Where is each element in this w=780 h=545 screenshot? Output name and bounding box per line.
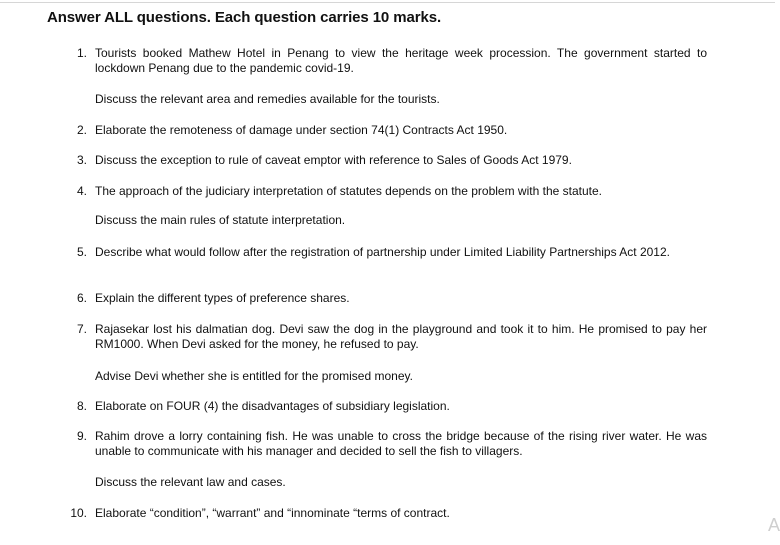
question-2 — [76, 123, 707, 138]
question-number: 8. — [76, 399, 87, 413]
question-4-sub: Discuss the main rules of statute interpretation. — [95, 213, 346, 227]
question-5 — [76, 245, 707, 260]
question-4 — [76, 184, 707, 199]
question-number: 4. — [76, 184, 87, 198]
question-text: Elaborate on FOUR (4) the disadvantages of subsidiary legislation. — [95, 399, 450, 413]
question-9 — [76, 429, 707, 459]
question-3 — [76, 153, 707, 168]
question-1 — [76, 46, 707, 76]
question-text: Rajasekar lost his dalmatian dog. Devi saw the dog in the playground and took it to him. He promised to pay her RM1000. When Devi asked for the money, he refused to pay. — [95, 322, 707, 351]
question-6 — [76, 291, 707, 306]
question-text: Describe what would follow after the registration of partnership under Limited Liability Partnerships Act 2012. — [95, 245, 670, 259]
question-text: Discuss the exception to rule of caveat emptor with reference to Sales of Goods Act 1979. — [95, 153, 572, 167]
question-text: Elaborate the remoteness of damage under section 74(1) Contracts Act 1950. — [95, 123, 508, 137]
question-number: 10. — [70, 506, 87, 520]
question-number: 2. — [76, 123, 87, 137]
top-border — [0, 2, 775, 3]
question-1-sub: Discuss the relevant area and remedies available for the tourists. — [95, 92, 440, 106]
question-8 — [76, 399, 707, 414]
question-text: The approach of the judiciary interpretation of statutes depends on the problem with the statute. — [95, 184, 602, 198]
question-text: Tourists booked Mathew Hotel in Penang to view the heritage week procession. The government started to lockdown Penang due to the pandemic covid-19. — [95, 46, 707, 75]
activation-watermark: A — [768, 515, 780, 535]
instructions-heading: Answer ALL questions. Each question carries 10 marks. — [47, 9, 442, 26]
question-text: Explain the different types of preference shares. — [95, 291, 350, 305]
question-7-sub: Advise Devi whether she is entitled for the promised money. — [95, 369, 413, 383]
question-number: 5. — [76, 245, 87, 259]
question-number: 6. — [76, 291, 87, 305]
question-10 — [70, 506, 707, 521]
question-9-sub: Discuss the relevant law and cases. — [95, 475, 286, 489]
question-text: Elaborate “condition”, “warrant” and “innominate “terms of contract. — [95, 506, 450, 520]
question-number: 1. — [76, 46, 87, 60]
question-number: 7. — [76, 322, 87, 336]
question-number: 3. — [76, 153, 87, 167]
question-text: Rahim drove a lorry containing fish. He was unable to cross the bridge because of the rising river water. He was unable to communicate with his manager and decided to sell the fish to villagers. — [95, 429, 707, 458]
question-number: 9. — [76, 429, 87, 443]
question-7 — [76, 322, 707, 352]
